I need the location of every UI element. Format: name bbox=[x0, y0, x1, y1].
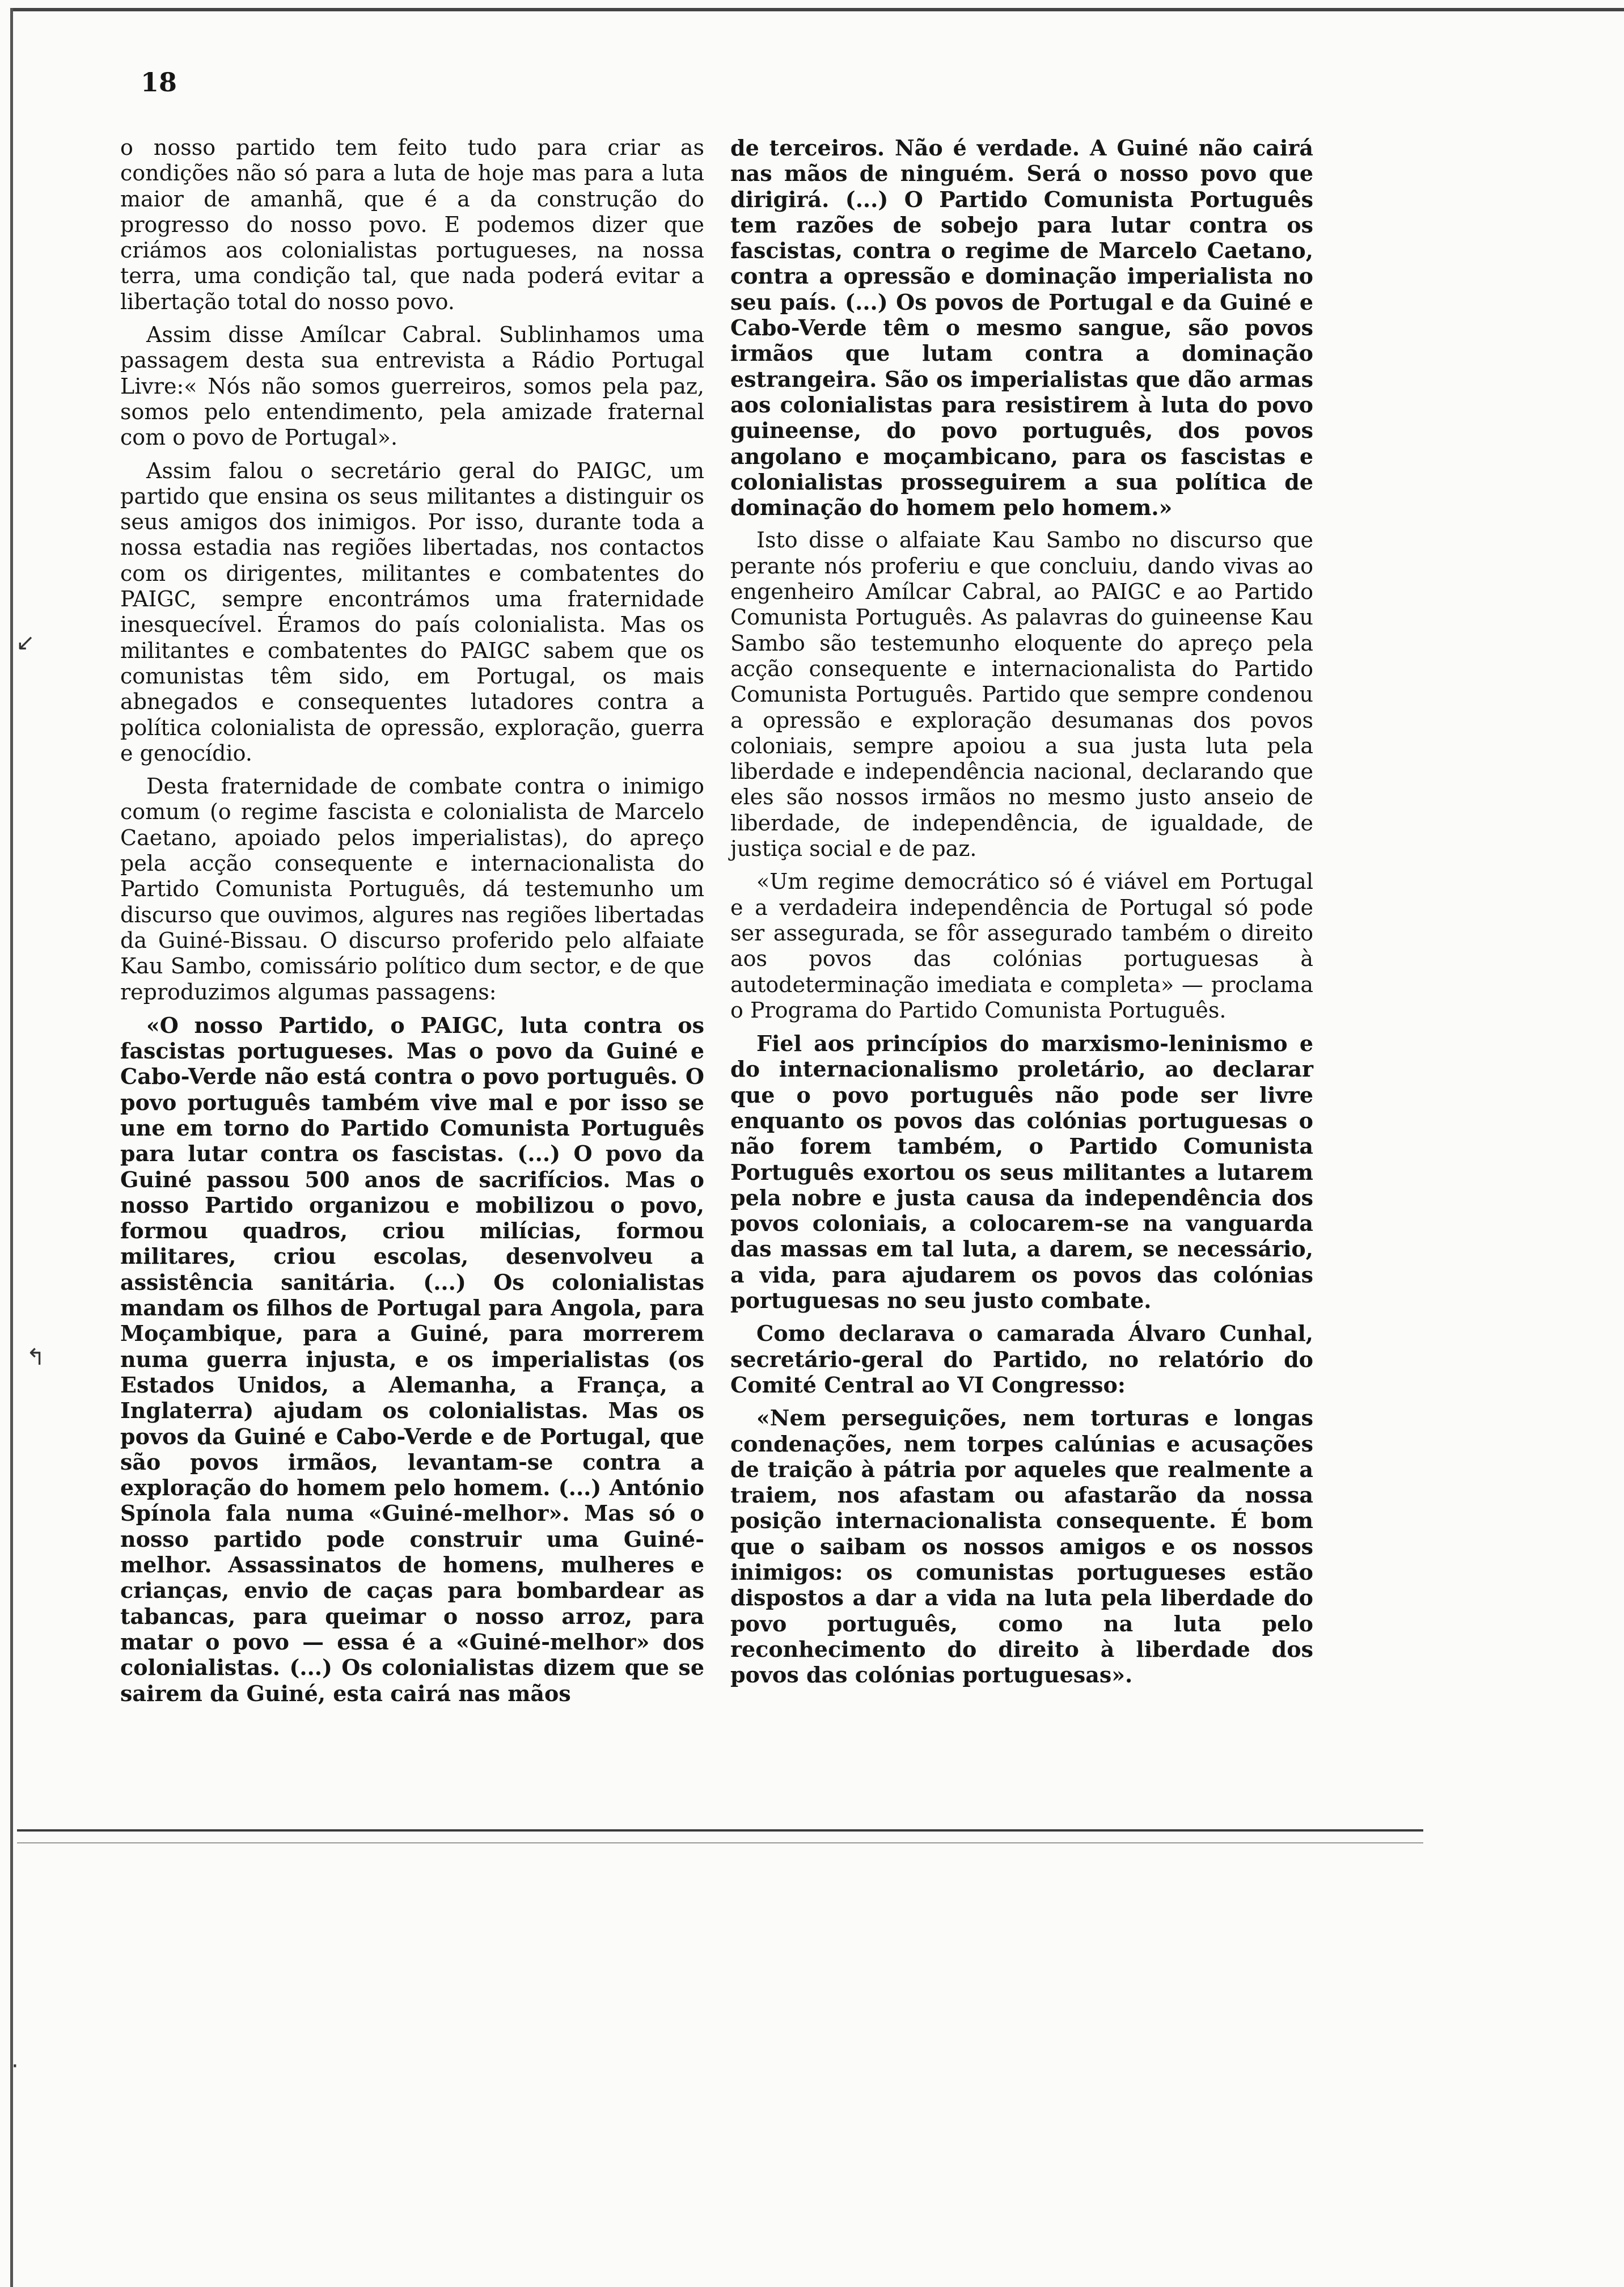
paragraph-left-2: Assim disse Amílcar Cabral. Sublinhamos uma passagem desta sua entrevista a Rádio Portugal Livre:« Nós não somos guerreiros, somos pela paz, somos pelo entendimento, pela amizade fraternal com o povo de Portugal». bbox=[120, 322, 704, 450]
paragraph-right-6-quote: «Nem perseguições, nem torturas e longas condenações, nem torpes calúnias e acusações de traição à pátria por aqueles que realmente a traiem, nos afastam ou afastarão da nossa posição internacionalista consequente. É bom que o saibam os nossos amigos e os nossos inimigos: os comunistas portugueses estão dispostos a dar a vida na luta pela liberdade do povo português, como na luta pelo reconhecimento do direito à liberdade dos povos das colónias portuguesas». bbox=[730, 1405, 1313, 1688]
left-column bbox=[120, 135, 704, 1706]
margin-mark-3: · bbox=[11, 2053, 19, 2079]
bottom-rule bbox=[17, 1829, 1423, 1832]
paragraph-right-5: Como declarava o camarada Álvaro Cunhal, secretário-geral do Partido, no relatório do Comité Central ao VI Congresso: bbox=[730, 1320, 1313, 1398]
margin-mark-1: ↙ bbox=[16, 630, 35, 656]
paragraph-left-5-speech: «O nosso Partido, o PAIGC, luta contra os fascistas portugueses. Mas o povo da Guiné e Cabo-Verde não está contra o povo português. O povo português também vive mal e por isso se une em torno do Partido Comunista Português para lutar contra os fascistas. (...) O povo da Guiné passou 500 anos de sacrifícios. Mas o nosso Partido organizou e mobilizou o povo, formou quadros, criou milícias, formou militares, criou escolas, desenvolveu a assistência sanitária. (...) Os colonialistas mandam os filhos de Portugal para Angola, para Moçambique, para a Guiné, para morrerem numa guerra injusta, e os imperialistas (os Estados Unidos, a Alemanha, a França, a Inglaterra) ajudam os colonialistas. Mas os povos da Guiné e Cabo-Verde e de Portugal, que são povos irmãos, levantam-se contra a exploração do homem pelo homem. (...) António Spínola fala numa «Guiné-melhor». Mas só o nosso partido pode construir uma Guiné-melhor. Assassinatos de homens, mulheres e crianças, envio de caças para bombardear as tabancas, para queimar o nosso arroz, para matar o povo — essa é a «Guiné-melhor» dos colonialistas. (...) Os colonialistas dizem que se sairem da Guiné, esta cairá nas mãos bbox=[120, 1012, 704, 1706]
top-border-rule bbox=[11, 8, 1624, 11]
paragraph-right-2: Isto disse o alfaiate Kau Sambo no discurso que perante nós proferiu e que concluiu, dando vivas ao engenheiro Amílcar Cabral, ao PAIGC e ao Partido Comunista Português. As palavras do guineense Kau Sambo são testemunho eloquente do apreço pela acção consequente e internacionalista do Partido Comunista Português. Partido que sempre condenou a opressão e exploração desumanas dos povos coloniais, sempre apoiou a sua justa luta pela liberdade e independência nacional, declarando que eles são nossos irmãos no mesmo justo anseio de liberdade, de independência, de igualdade, de justiça social e de paz. bbox=[730, 528, 1313, 862]
paragraph-left-3: Assim falou o secretário geral do PAIGC, um partido que ensina os seus militantes a distinguir os seus amigos dos inimigos. Por isso, durante toda a nossa estadia nas regiões libertadas, nos contactos com os dirigentes, militantes e combatentes do PAIGC, sempre encontrámos uma fraternidade inesquecível. Éramos do país colonialista. Mas os militantes e combatentes do PAIGC sabem que os comunistas têm sido, em Portugal, os mais abnegados e consequentes lutadores contra a política colonialista de opressão, exploração, guerra e genocídio. bbox=[120, 458, 704, 766]
paragraph-right-4: Fiel aos princípios do marxismo-leninismo e do internacionalismo proletário, ao declarar que o povo português não pode ser livre enquanto os povos das colónias portuguesas o não forem também, o Partido Comunista Português exortou os seus militantes a lutarem pela nobre e justa causa da independência dos povos coloniais, a colocarem-se na vanguarda das massas em tal luta, a darem, se necessário, a vida, para ajudarem os povos das colónias portuguesas no seu justo combate. bbox=[730, 1031, 1313, 1314]
left-border-rule bbox=[10, 8, 13, 2287]
right-column bbox=[730, 135, 1313, 1688]
bottom-rule-secondary bbox=[17, 1842, 1423, 1843]
paragraph-left-4: Desta fraternidade de combate contra o inimigo comum (o regime fascista e colonialista de Marcelo Caetano, apoiado pelos imperialistas), do apreço pela acção consequente e internacionalista do Partido Comunista Português, dá testemunho um discurso que ouvimos, algures nas regiões libertadas da Guiné-Bissau. O discurso proferido pelo alfaiate Kau Sambo, comissário político dum sector, e de que reproduzimos algumas passagens: bbox=[120, 774, 704, 1005]
margin-mark-2: ↰ bbox=[26, 1344, 45, 1370]
paragraph-right-3: «Um regime democrático só é viável em Portugal e a verdadeira independência de Portugal só pode ser assegurada, se fôr assegurado também o direito aos povos das colónias portuguesas à autodeterminação imediata e completa» — proclama o Programa do Partido Comunista Português. bbox=[730, 869, 1313, 1023]
paragraph-right-1-speech-cont: de terceiros. Não é verdade. A Guiné não cairá nas mãos de ninguém. Será o nosso povo que dirigirá. (...) O Partido Comunista Português tem razões de sobejo para lutar contra os fascistas, contra o regime de Marcelo Caetano, contra a opressão e dominação imperialista no seu país. (...) Os povos de Portugal e da Guiné e Cabo-Verde têm o mesmo sangue, são povos irmãos que lutam contra a dominação estrangeira. São os imperialistas que dão armas aos colonialistas para resistirem à luta do povo guineense, do povo português, dos povos angolano e moçambicano, para os fascistas e colonialistas prosseguirem a sua política de dominação do homem pelo homem.» bbox=[730, 135, 1313, 521]
paragraph-left-1: o nosso partido tem feito tudo para criar as condições não só para a luta de hoje mas para a luta maior de amanhã, que é a da construção do progresso do nosso povo. E podemos dizer que criámos aos colonialistas portugueses, na nossa terra, uma condição tal, que nada poderá evitar a libertação total do nosso povo. bbox=[120, 135, 704, 314]
page-number: 18 bbox=[141, 67, 177, 98]
